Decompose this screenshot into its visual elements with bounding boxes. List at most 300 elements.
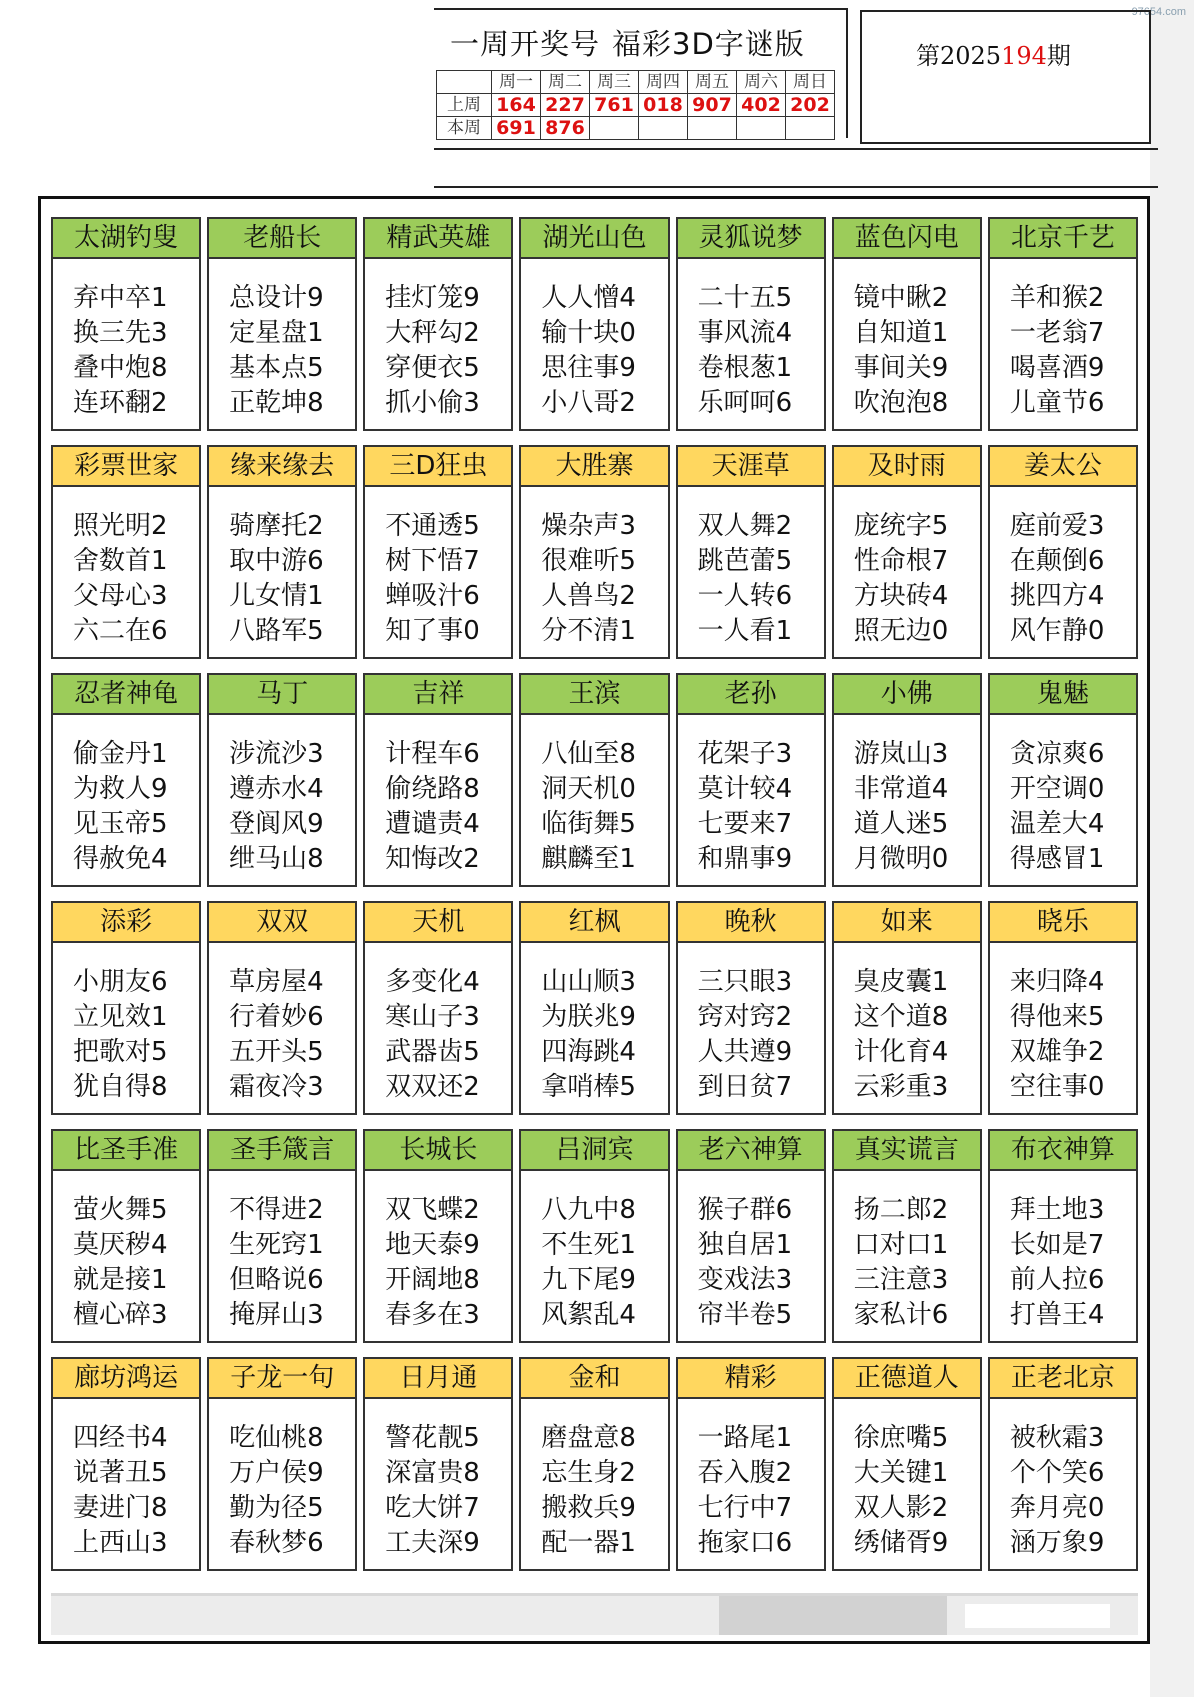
riddle-line: 霜夜冷3 (229, 1072, 324, 1102)
riddle-line: 地天泰9 (385, 1230, 480, 1260)
riddle-line: 把歌对5 (73, 1037, 168, 1067)
riddle-card-body (51, 1169, 201, 1343)
title-part-b: 福彩3D字谜版 (612, 27, 805, 61)
riddle-line: 得他来5 (1009, 1002, 1105, 1032)
riddle-line: 弃中卒1 (73, 283, 168, 313)
riddle-card-title: 大胜寨 (519, 445, 669, 485)
week-row (437, 117, 835, 140)
period-suffix: 期 (1046, 42, 1071, 70)
riddle-card (363, 673, 513, 887)
riddle-card-title: 双双 (207, 901, 357, 941)
riddle-line: 说著丑5 (73, 1458, 168, 1488)
riddle-line: 犹自得8 (73, 1072, 168, 1102)
riddle-line: 磨盘意8 (541, 1423, 636, 1453)
riddle-line: 很难听5 (541, 546, 636, 576)
riddle-card-body (363, 1397, 513, 1571)
riddle-line: 开阔地8 (385, 1265, 480, 1295)
riddle-line: 搬救兵9 (541, 1493, 636, 1523)
riddle-line: 定星盘1 (229, 318, 324, 348)
riddle-card-body (832, 257, 982, 431)
riddle-line: 小八哥2 (541, 388, 636, 418)
period-box (860, 10, 1151, 144)
riddle-line: 在颠倒6 (1009, 546, 1105, 576)
riddle-card-body (676, 257, 826, 431)
riddle-card (519, 901, 669, 1115)
riddle-card (207, 217, 357, 431)
riddle-line: 树下悟7 (385, 546, 480, 576)
riddle-line: 打兽王4 (1009, 1300, 1105, 1330)
riddle-line: 儿女情1 (229, 581, 324, 611)
riddle-card-title: 王滨 (519, 673, 669, 713)
riddle-line: 羊和猴2 (1009, 283, 1105, 313)
riddle-line: 喝喜酒9 (1009, 353, 1105, 383)
riddle-line: 涵万象9 (1009, 1528, 1105, 1558)
riddle-line: 不通透5 (385, 511, 480, 541)
riddle-line: 镜中瞅2 (853, 283, 949, 313)
riddle-line: 非常道4 (853, 774, 949, 804)
riddle-card-body (363, 941, 513, 1115)
riddle-line: 二十五5 (697, 283, 793, 313)
riddle-card (207, 1357, 357, 1571)
riddle-line: 跳芭蕾5 (697, 546, 793, 576)
riddle-line: 知了事0 (385, 616, 480, 646)
riddle-line: 莫厌秽4 (73, 1230, 168, 1260)
riddle-card-title: 红枫 (519, 901, 669, 941)
riddle-line: 就是接1 (73, 1265, 168, 1295)
day-header: 周四 (639, 71, 688, 94)
riddle-line: 计化育4 (853, 1037, 949, 1067)
riddle-card (207, 901, 357, 1115)
riddle-card-body (51, 257, 201, 431)
header-divider-bottom (434, 186, 1158, 188)
riddle-card-body (363, 485, 513, 659)
riddle-line: 但略说6 (229, 1265, 324, 1295)
riddle-card-body (519, 713, 669, 887)
riddle-card-body (363, 257, 513, 431)
riddle-line: 和鼎事9 (697, 844, 793, 874)
riddle-card-body (363, 713, 513, 887)
riddle-card-title: 比圣手准 (51, 1129, 201, 1169)
riddle-line: 奔月亮0 (1009, 1493, 1105, 1523)
riddle-line: 拿哨棒5 (541, 1072, 636, 1102)
riddle-card-title: 金和 (519, 1357, 669, 1397)
riddle-card-title: 缘来缘去 (207, 445, 357, 485)
riddle-card-title: 圣手箴言 (207, 1129, 357, 1169)
riddle-card-title: 湖光山色 (519, 217, 669, 257)
riddle-line: 猴子群6 (697, 1195, 793, 1225)
riddle-card-title: 布衣神算 (988, 1129, 1138, 1169)
riddle-card-title: 老孙 (676, 673, 826, 713)
riddle-line: 蝉吸汁6 (385, 581, 480, 611)
riddle-row (51, 1129, 1138, 1343)
header-divider-top (434, 148, 1158, 150)
riddle-line: 性命根7 (853, 546, 949, 576)
riddle-card-title: 忍者神龟 (51, 673, 201, 713)
riddle-card (988, 1129, 1138, 1343)
riddle-line: 麒麟至1 (541, 844, 636, 874)
riddle-line: 多变化4 (385, 967, 480, 997)
riddle-line: 檀心碎3 (73, 1300, 168, 1330)
riddle-card (51, 1129, 201, 1343)
riddle-card (988, 1357, 1138, 1571)
riddle-line: 妻进门8 (73, 1493, 168, 1523)
riddle-card (363, 445, 513, 659)
riddle-card-title: 廊坊鸿运 (51, 1357, 201, 1397)
riddle-card (832, 217, 982, 431)
riddle-line: 总设计9 (229, 283, 324, 313)
riddle-card (676, 1129, 826, 1343)
riddle-card (363, 217, 513, 431)
riddle-card-title: 小佛 (832, 673, 982, 713)
riddle-line: 得赦免4 (73, 844, 168, 874)
riddle-line: 八仙至8 (541, 739, 636, 769)
riddle-line: 人人憎4 (541, 283, 636, 313)
riddle-line: 得感冒1 (1009, 844, 1105, 874)
riddle-card-body (207, 713, 357, 887)
riddle-card-body (988, 941, 1138, 1115)
riddle-line: 大秤勾2 (385, 318, 480, 348)
riddle-card (676, 901, 826, 1115)
riddle-line: 七行中7 (697, 1493, 793, 1523)
riddle-card-title: 晚秋 (676, 901, 826, 941)
riddle-card-body (676, 485, 826, 659)
week-header-blank (437, 71, 492, 94)
riddle-card-body (519, 485, 669, 659)
riddle-line: 道人迷5 (853, 809, 949, 839)
riddle-line: 掩屏山3 (229, 1300, 324, 1330)
riddle-card-body (207, 257, 357, 431)
riddle-card (519, 445, 669, 659)
riddle-line: 庞统字5 (853, 511, 949, 541)
riddle-line: 双雄争2 (1009, 1037, 1105, 1067)
riddle-line: 窍对窍2 (697, 1002, 793, 1032)
riddle-line: 小朋友6 (73, 967, 168, 997)
riddle-card-body (988, 1397, 1138, 1571)
riddle-line: 立见效1 (73, 1002, 168, 1032)
riddle-card-body (207, 1169, 357, 1343)
riddle-card-title: 吕洞宾 (519, 1129, 669, 1169)
week-row-label: 本周 (437, 117, 492, 140)
draw-number: 691 (492, 117, 541, 140)
riddle-line: 忘生身2 (541, 1458, 636, 1488)
riddle-card-title: 北京千艺 (988, 217, 1138, 257)
riddle-line: 洞天机0 (541, 774, 636, 804)
day-header: 周三 (590, 71, 639, 94)
riddle-line: 儿童节6 (1009, 388, 1105, 418)
riddle-line: 挑四方4 (1009, 581, 1105, 611)
riddle-card (363, 1357, 513, 1571)
riddle-card (676, 673, 826, 887)
riddle-card (51, 445, 201, 659)
riddle-card (832, 1357, 982, 1571)
riddle-line: 个个笑6 (1009, 1458, 1105, 1488)
riddle-line: 换三先3 (73, 318, 168, 348)
riddle-grid (51, 217, 1138, 1585)
riddle-line: 三注意3 (853, 1265, 949, 1295)
riddle-card-title: 日月通 (363, 1357, 513, 1397)
riddle-card (207, 673, 357, 887)
draw-number: 402 (737, 94, 786, 117)
riddle-line: 连环翻2 (73, 388, 168, 418)
riddle-card (832, 901, 982, 1115)
riddle-row (51, 673, 1138, 887)
draw-number: 018 (639, 94, 688, 117)
riddle-card-body (51, 941, 201, 1115)
riddle-card-body (832, 485, 982, 659)
draw-number (737, 117, 786, 140)
riddle-line: 分不清1 (541, 616, 636, 646)
riddle-card-body (207, 941, 357, 1115)
riddle-line: 人共遵9 (697, 1037, 793, 1067)
riddle-line: 空往事0 (1009, 1072, 1105, 1102)
riddle-line: 一老翁7 (1009, 318, 1105, 348)
riddle-line: 八九中8 (541, 1195, 636, 1225)
riddle-line: 穿便衣5 (385, 353, 480, 383)
riddle-card (519, 217, 669, 431)
day-header: 周一 (492, 71, 541, 94)
riddle-line: 四经书4 (73, 1423, 168, 1453)
riddle-line: 知悔改2 (385, 844, 480, 874)
riddle-line: 为朕兆9 (541, 1002, 636, 1032)
riddle-line: 输十块0 (541, 318, 636, 348)
riddle-card-body (676, 1397, 826, 1571)
riddle-card-title: 老船长 (207, 217, 357, 257)
riddle-line: 取中游6 (229, 546, 324, 576)
riddle-card-title: 太湖钓叟 (51, 217, 201, 257)
riddle-card-body (207, 485, 357, 659)
riddle-card (832, 445, 982, 659)
riddle-card (207, 1129, 357, 1343)
riddle-card-title: 姜太公 (988, 445, 1138, 485)
riddle-line: 寒山子3 (385, 1002, 480, 1032)
riddle-card-title: 添彩 (51, 901, 201, 941)
riddle-card-title: 蓝色闪电 (832, 217, 982, 257)
riddle-line: 乐呵呵6 (697, 388, 793, 418)
riddle-line: 基本点5 (229, 353, 324, 383)
riddle-line: 一路尾1 (697, 1423, 793, 1453)
riddle-line: 吹泡泡8 (853, 388, 949, 418)
riddle-row (51, 1357, 1138, 1571)
riddle-line: 抓小偷3 (385, 388, 480, 418)
page-title (450, 22, 805, 63)
riddle-line: 前人拉6 (1009, 1265, 1105, 1295)
riddle-card (207, 445, 357, 659)
day-header: 周二 (541, 71, 590, 94)
riddle-card-body (207, 1397, 357, 1571)
riddle-line: 月微明0 (853, 844, 949, 874)
riddle-line: 事间关9 (853, 353, 949, 383)
riddle-line: 工夫深9 (385, 1528, 480, 1558)
riddle-card-title: 真实谎言 (832, 1129, 982, 1169)
riddle-card (51, 217, 201, 431)
riddle-board (38, 196, 1150, 1644)
riddle-line: 照无边0 (853, 616, 949, 646)
riddle-card-title: 彩票世家 (51, 445, 201, 485)
riddle-line: 一人看1 (697, 616, 793, 646)
riddle-line: 见玉帝5 (73, 809, 168, 839)
day-header: 周五 (688, 71, 737, 94)
riddle-card-body (676, 713, 826, 887)
riddle-line: 春多在3 (385, 1300, 480, 1330)
riddle-line: 双双还2 (385, 1072, 480, 1102)
riddle-line: 偷绕路8 (385, 774, 480, 804)
riddle-line: 春秋梦6 (229, 1528, 324, 1558)
draw-number (590, 117, 639, 140)
riddle-line: 方块砖4 (853, 581, 949, 611)
riddle-card (988, 445, 1138, 659)
riddle-line: 庭前爱3 (1009, 511, 1105, 541)
riddle-card (363, 1129, 513, 1343)
riddle-card-title: 马丁 (207, 673, 357, 713)
riddle-card-body (51, 485, 201, 659)
riddle-line: 深富贵8 (385, 1458, 480, 1488)
draw-number (688, 117, 737, 140)
riddle-line: 吃仙桃8 (229, 1423, 324, 1453)
riddle-card (832, 673, 982, 887)
riddle-line: 思往事9 (541, 353, 636, 383)
footer-block (719, 1596, 947, 1635)
week-results-table (436, 70, 835, 140)
riddle-card-title: 三D狂虫 (363, 445, 513, 485)
draw-number: 761 (590, 94, 639, 117)
riddle-card (363, 901, 513, 1115)
riddle-line: 上西山3 (73, 1528, 168, 1558)
riddle-line: 这个道8 (853, 1002, 949, 1032)
riddle-line: 涉流沙3 (229, 739, 324, 769)
riddle-line: 贪凉爽6 (1009, 739, 1105, 769)
riddle-line: 双人影2 (853, 1493, 949, 1523)
riddle-line: 舍数首1 (73, 546, 168, 576)
riddle-line: 九下尾9 (541, 1265, 636, 1295)
riddle-card-body (832, 1397, 982, 1571)
riddle-line: 来归降4 (1009, 967, 1105, 997)
riddle-line: 卷根葱1 (697, 353, 793, 383)
riddle-card (51, 1357, 201, 1571)
riddle-line: 大关键1 (853, 1458, 949, 1488)
riddle-line: 到日贫7 (697, 1072, 793, 1102)
riddle-line: 被秋霜3 (1009, 1423, 1105, 1453)
riddle-line: 绁马山8 (229, 844, 324, 874)
riddle-row (51, 445, 1138, 659)
riddle-card-body (988, 257, 1138, 431)
riddle-line: 配一器1 (541, 1528, 636, 1558)
period-label (916, 36, 1071, 71)
riddle-line: 偷金丹1 (73, 739, 168, 769)
period-number: 194 (1001, 42, 1047, 70)
riddle-line: 莫计较4 (697, 774, 793, 804)
riddle-line: 三只眼3 (697, 967, 793, 997)
riddle-card (51, 901, 201, 1115)
riddle-line: 骑摩托2 (229, 511, 324, 541)
riddle-card-body (519, 1169, 669, 1343)
draw-number: 876 (541, 117, 590, 140)
day-header: 周日 (786, 71, 835, 94)
riddle-card (51, 673, 201, 887)
riddle-line: 绣储胥9 (853, 1528, 949, 1558)
riddle-card-title: 老六神算 (676, 1129, 826, 1169)
riddle-card-title: 晓乐 (988, 901, 1138, 941)
riddle-card-body (832, 1169, 982, 1343)
riddle-line: 临街舞5 (541, 809, 636, 839)
board-footer-bar (51, 1593, 1138, 1635)
riddle-card-title: 吉祥 (363, 673, 513, 713)
riddle-card-title: 天涯草 (676, 445, 826, 485)
riddle-line: 人兽鸟2 (541, 581, 636, 611)
riddle-card-body (988, 485, 1138, 659)
watermark: 97654.com (1131, 6, 1186, 18)
riddle-line: 花架子3 (697, 739, 793, 769)
riddle-line: 叠中炮8 (73, 353, 168, 383)
riddle-card-title: 长城长 (363, 1129, 513, 1169)
riddle-line: 挂灯笼9 (385, 283, 480, 313)
week-row (437, 94, 835, 117)
riddle-line: 云彩重3 (853, 1072, 949, 1102)
riddle-card-title: 正老北京 (988, 1357, 1138, 1397)
riddle-line: 风絮乱4 (541, 1300, 636, 1330)
riddle-card-body (363, 1169, 513, 1343)
riddle-card-title: 正德道人 (832, 1357, 982, 1397)
riddle-line: 父母心3 (73, 581, 168, 611)
riddle-line: 登阆风9 (229, 809, 324, 839)
riddle-line: 一人转6 (697, 581, 793, 611)
riddle-card-body (832, 713, 982, 887)
riddle-row (51, 217, 1138, 431)
riddle-line: 风乍静0 (1009, 616, 1105, 646)
riddle-line: 六二在6 (73, 616, 168, 646)
riddle-card-title: 鬼魅 (988, 673, 1138, 713)
riddle-line: 事风流4 (697, 318, 793, 348)
riddle-line: 长如是7 (1009, 1230, 1105, 1260)
riddle-line: 照光明2 (73, 511, 168, 541)
riddle-line: 徐庶嘴5 (853, 1423, 949, 1453)
riddle-line: 七要来7 (697, 809, 793, 839)
riddle-card-body (988, 713, 1138, 887)
riddle-card-title: 灵狐说梦 (676, 217, 826, 257)
riddle-line: 计程车6 (385, 739, 480, 769)
riddle-line: 吃大饼7 (385, 1493, 480, 1523)
riddle-line: 开空调0 (1009, 774, 1105, 804)
riddle-line: 燥杂声3 (541, 511, 636, 541)
riddle-line: 不生死1 (541, 1230, 636, 1260)
riddle-card (988, 901, 1138, 1115)
riddle-line: 家私计6 (853, 1300, 949, 1330)
riddle-card-body (51, 1397, 201, 1571)
riddle-card (519, 673, 669, 887)
draw-number: 164 (492, 94, 541, 117)
riddle-card (676, 445, 826, 659)
riddle-line: 扬二郎2 (853, 1195, 949, 1225)
riddle-card-title: 如来 (832, 901, 982, 941)
riddle-line: 勤为径5 (229, 1493, 324, 1523)
riddle-line: 正乾坤8 (229, 388, 324, 418)
riddle-line: 山山顺3 (541, 967, 636, 997)
week-row-label: 上周 (437, 94, 492, 117)
draw-number: 907 (688, 94, 737, 117)
riddle-line: 遵赤水4 (229, 774, 324, 804)
riddle-card-title: 天机 (363, 901, 513, 941)
riddle-line: 双人舞2 (697, 511, 793, 541)
riddle-card (676, 1357, 826, 1571)
draw-number (786, 117, 835, 140)
riddle-line: 武器齿5 (385, 1037, 480, 1067)
day-header: 周六 (737, 71, 786, 94)
riddle-line: 草房屋4 (229, 967, 324, 997)
riddle-line: 游岚山3 (853, 739, 949, 769)
riddle-line: 警花靓5 (385, 1423, 480, 1453)
riddle-card-body (51, 713, 201, 887)
riddle-line: 万户侯9 (229, 1458, 324, 1488)
draw-number: 202 (786, 94, 835, 117)
